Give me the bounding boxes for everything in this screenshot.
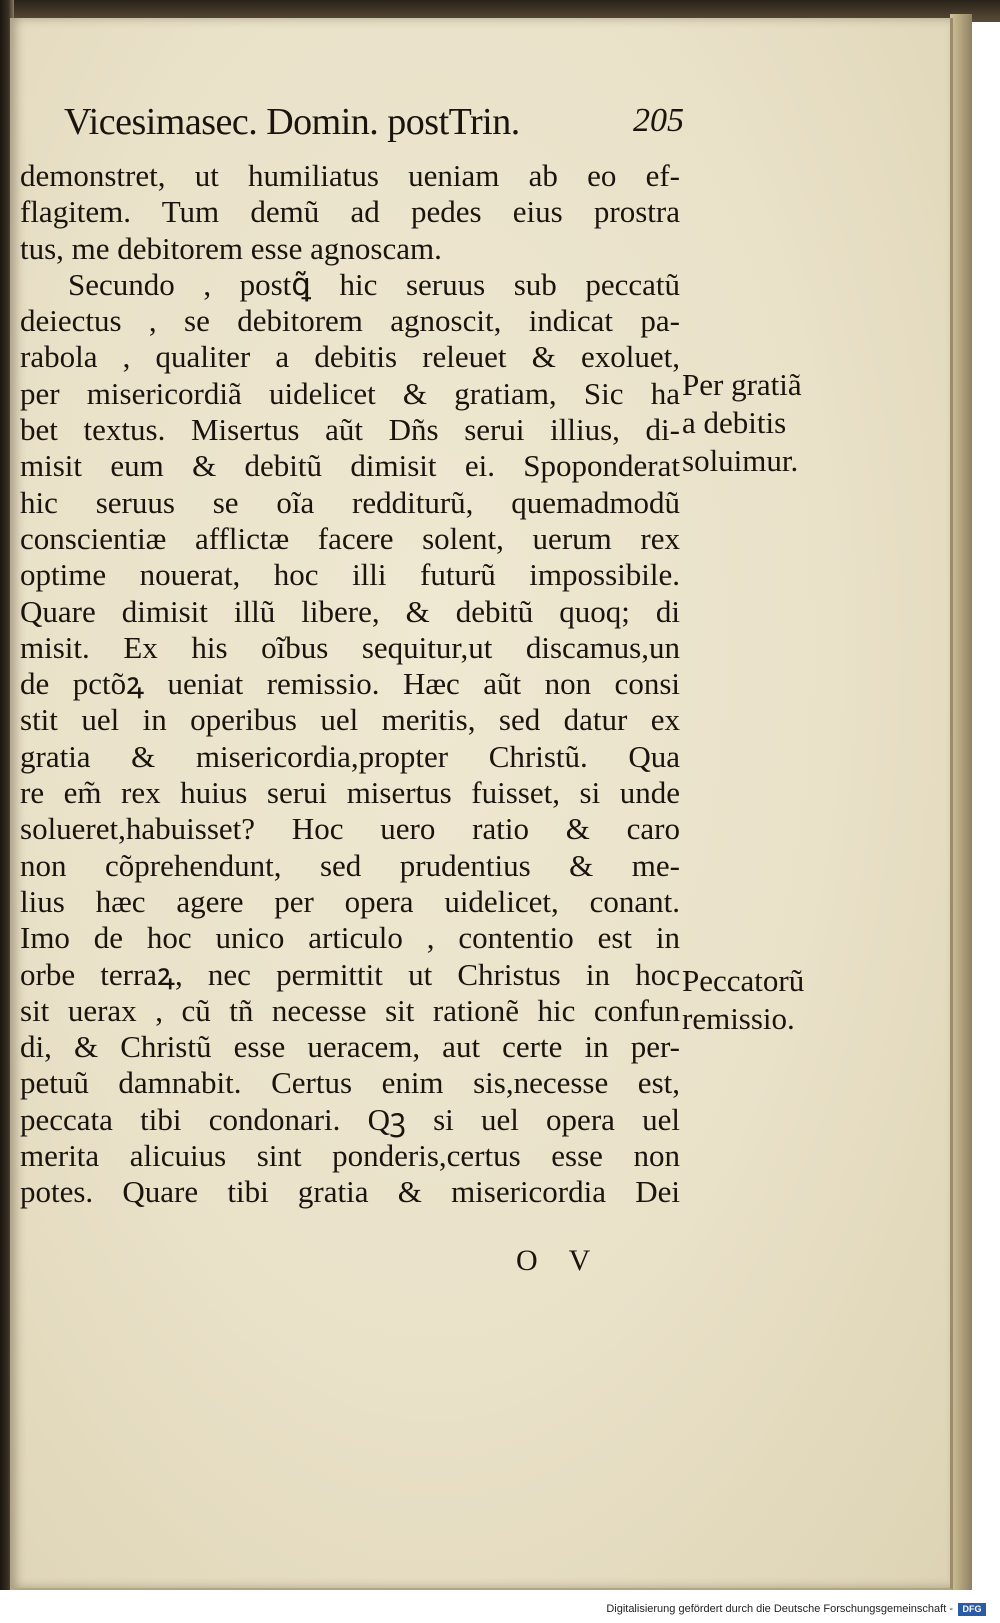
text-line: petuũ damnabit. Certus enim sis,necesse est, <box>20 1065 680 1101</box>
text-line: solueret,habuisset? Hoc uero ratio & caro <box>20 811 680 847</box>
text-line: rabola , qualiter a debitis releuet & exoluet, <box>20 339 680 375</box>
text-line: flagitem. Tum demũ ad pedes eius prostra <box>20 194 680 230</box>
catchword: O V <box>516 1244 603 1277</box>
text-line: lius hæc agere per opera uidelicet, conant. <box>20 883 680 919</box>
text-line: demonstret, ut humiliatus ueniam ab eo ef- <box>20 158 680 193</box>
marginal-note-line: Peccatorũ <box>682 963 805 998</box>
marginal-note <box>682 366 802 480</box>
bottom-margin <box>0 1590 1000 1598</box>
text-line: re em̃ rex huius serui misertus fuisset, si unde <box>20 775 680 811</box>
text-line: misit eum & debitũ dimisit ei. Spoponderat <box>20 448 680 484</box>
text-line: di, & Christũ esse ueracem, aut certe in per- <box>20 1029 680 1065</box>
text-line: conscientiæ afflictæ facere solent, uerum rex <box>20 520 680 556</box>
page-edge <box>950 14 972 1590</box>
text-line: misit. Ex his oĩbus sequitur,ut discamus,un <box>20 629 680 665</box>
funding-footer <box>606 1600 986 1618</box>
text-line: deiectus , se debitorem agnoscit, indicat pa- <box>20 303 680 339</box>
text-line: bet textus. Misertus aũt Dñs serui illius, di- <box>20 412 680 448</box>
text-line: optime nouerat, hoc illi futurũ impossibile. <box>20 557 680 593</box>
marginal-note-line: Per gratiã <box>682 367 802 402</box>
text-line: Secundo , postꝗ͂ hic seruus sub peccatũ <box>68 266 680 302</box>
text-line: sit uerax , cũ tñ necesse sit rationẽ hic confun <box>20 992 680 1028</box>
text-line: hic seruus se oĩa redditurũ, quemadmodũ <box>20 484 680 520</box>
marginal-note-line: a debitis <box>682 405 787 440</box>
text-line: tus, me debitorem esse agnoscam. <box>20 230 442 266</box>
text-line: merita alicuius sint ponderis,certus esse non <box>20 1138 680 1174</box>
text-line: orbe terraꝝ, nec permittit ut Christus in hoc <box>20 956 680 992</box>
marginal-note <box>682 962 804 1038</box>
page-number: 205 <box>633 102 684 139</box>
marginal-note-line: remissio. <box>682 1001 795 1036</box>
text-line: peccata tibi condonari. Qꝫ si uel opera uel <box>20 1101 680 1137</box>
running-title: Vicesimasec. Domin. postTrin. <box>64 101 520 143</box>
page-header <box>64 100 684 146</box>
text-line: de pctõꝝ ueniat remissio. Hæc aũt non consi <box>20 666 680 702</box>
text-line: non cõprehendunt, sed prudentius & me- <box>20 847 680 883</box>
footer-text: Digitalisierung gefördert durch die Deutsche Forschungsgemeinschaft - <box>606 1603 953 1615</box>
text-line: Quare dimisit illũ libere, & debitũ quoq; di <box>20 593 680 629</box>
text-line: potes. Quare tibi gratia & misericordia Dei <box>20 1174 680 1210</box>
text-line: Imo de hoc unico articulo , contentio est in <box>20 920 680 956</box>
text-line: per misericordiã uidelicet & gratiam, Sic ha <box>20 375 680 411</box>
text-line: stit uel in operibus uel meritis, sed datur ex <box>20 702 680 738</box>
text-line: gratia & misericordia,propter Christũ. Qua <box>20 738 680 774</box>
marginal-note-line: soluimur. <box>682 443 799 478</box>
dfg-logo-icon: DFG <box>958 1603 986 1616</box>
body-text <box>20 158 680 1211</box>
